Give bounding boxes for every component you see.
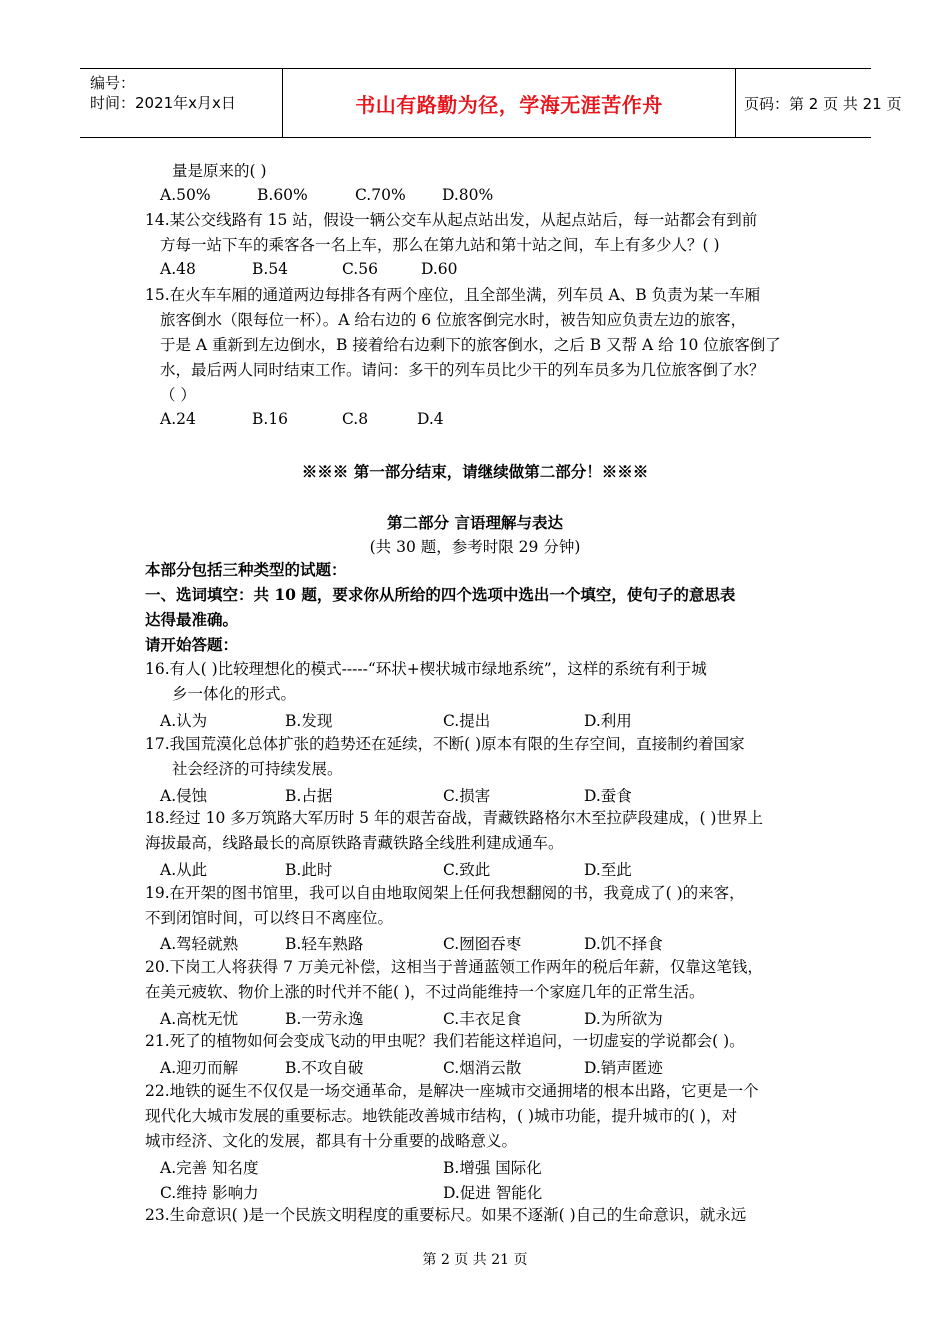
option: B.不攻自破 <box>285 1059 364 1077</box>
question-15-line-3: 于是 A 重新到左边倒水，B 接着给右边剩下的旅客倒水，之后 B 又帮 A 给 10 位旅客倒了 <box>160 336 781 354</box>
option: D.80% <box>442 186 494 204</box>
code-label: 编号： <box>90 74 136 92</box>
option: A.高枕无忧 <box>160 1010 239 1028</box>
option: C.维持 影响力 <box>160 1184 259 1202</box>
option: A.驾轻就熟 <box>160 935 239 953</box>
question-22-line-3: 城市经济、文化的发展，都具有十分重要的战略意义。 <box>145 1132 518 1150</box>
option: B.一劳永逸 <box>285 1010 364 1028</box>
question-20-line-1: 20.下岗工人将获得 7 万美元补偿，这相当于普通蓝领工作两年的税后年薪，仅靠这笔钱， <box>145 958 763 976</box>
question-16-line-1: 16.有人( )比较理想化的模式-----“环状+楔状城市绿地系统”，这样的系统有利于城 <box>145 660 707 678</box>
part-one-end-notice: ※※※ 第一部分结束，请继续做第二部分！※※※ <box>301 462 649 481</box>
option: A.24 <box>160 410 196 428</box>
question-17-line-1: 17.我国荒漠化总体扩张的趋势还在延续，不断( )原本有限的生存空间，直接制约着国家 <box>145 735 745 753</box>
question-14-line-2: 方每一站下车的乘客各一名上车，那么在第九站和第十站之间，车上有多少人？( ) <box>160 236 720 254</box>
question-15-line-4: 水，最后两人同时结束工作。请问：多干的列车员比少干的列车员多为几位旅客倒了水？ <box>160 361 765 379</box>
option: B.此时 <box>285 861 333 879</box>
option: C.56 <box>342 260 378 278</box>
question-23-line-1: 23.生命意识( )是一个民族文明程度的重要标尺。如果不逐渐( )自己的生命意识，就永远 <box>145 1206 747 1224</box>
page-info: 页码：第 2 页 共 21 页 <box>744 94 902 113</box>
option: A.48 <box>160 260 196 278</box>
option: A.侵蚀 <box>160 787 208 805</box>
header-page-cell <box>736 69 902 137</box>
intro-line-3: 达得最准确。 <box>145 610 239 629</box>
option: C.损害 <box>443 787 491 805</box>
header-motto-cell <box>283 69 736 137</box>
question-17-line-2: 社会经济的可持续发展。 <box>172 760 343 778</box>
option: B.16 <box>252 410 289 428</box>
intro-line-4: 请开始答题： <box>145 635 239 654</box>
question-18-line-2: 海拔最高，线路最长的高原铁路青藏铁路全线胜利建成通车。 <box>145 834 564 852</box>
time-label: 时间：2021年x月x日 <box>90 94 236 112</box>
option: A.50% <box>160 186 211 204</box>
option: B.占据 <box>285 787 333 805</box>
option: D.60 <box>421 260 458 278</box>
question-15-line-1: 15.在火车车厢的通道两边每排各有两个座位，且全部坐满，列车员 A、B 负责为某一车厢 <box>145 286 761 304</box>
option: B.发现 <box>285 712 333 730</box>
option: D.蚕食 <box>584 787 632 805</box>
page-footer: 第 2 页 共 21 页 <box>422 1252 528 1268</box>
option: C.提出 <box>443 712 491 730</box>
option: B.轻车熟路 <box>285 935 364 953</box>
question-14-line-1: 14.某公交线路有 15 站，假设一辆公交车从起点站出发，从起点站后，每一站都会有到前 <box>145 211 758 229</box>
option: C.8 <box>342 410 369 428</box>
option: D.饥不择食 <box>584 935 663 953</box>
question-21-line-1: 21.死了的植物如何会变成飞动的甲虫呢？我们若能这样追问，一切虚妄的学说都会( )。 <box>145 1032 745 1050</box>
question-22-line-1: 22.地铁的诞生不仅仅是一场交通革命，是解决一座城市交通拥堵的根本出路，它更是一个 <box>145 1082 759 1100</box>
option: D.促进 智能化 <box>443 1184 543 1202</box>
part-two-subtitle: (共 30 题，参考时限 29 分钟) <box>369 538 581 556</box>
option: B.增强 国际化 <box>443 1159 542 1177</box>
option: C.70% <box>355 186 406 204</box>
intro-line-2: 一、选词填空：共 10 题，要求你从所给的四个选项中选出一个填空，使句子的意思表 <box>145 585 736 604</box>
question-19-line-2: 不到闭馆时间，可以终日不离座位。 <box>145 909 394 927</box>
question-15-line-5: （ ） <box>160 386 196 404</box>
option: C.烟消云散 <box>443 1059 522 1077</box>
option: D.销声匿迹 <box>584 1059 663 1077</box>
question-18-line-1: 18.经过 10 多万筑路大军历时 5 年的艰苦奋战，青藏铁路格尔木至拉萨段建成，( )世界上 <box>145 809 763 827</box>
option: D.至此 <box>584 861 632 879</box>
page-header <box>80 68 902 138</box>
question-20-line-2: 在美元疲软、物价上涨的时代并不能( )，不过尚能维持一个家庭几年的正常生活。 <box>145 983 705 1001</box>
option: C.丰衣足食 <box>443 1010 522 1028</box>
option: D.4 <box>417 410 444 428</box>
motto: 书山有路勤为径，学海无涯苦作舟 <box>355 92 663 117</box>
option: C.致此 <box>443 861 491 879</box>
option: D.为所欲为 <box>584 1010 663 1028</box>
part-two-title: 第二部分 言语理解与表达 <box>387 513 563 532</box>
q13-line: 量是原来的( ) <box>172 162 267 180</box>
option: A.从此 <box>160 861 208 879</box>
option: B.60% <box>257 186 308 204</box>
option: A.认为 <box>160 712 208 730</box>
question-22-line-2: 现代化大城市发展的重要标志。地铁能改善城市结构，( )城市功能，提升城市的( )，对 <box>145 1107 738 1125</box>
option: A.完善 知名度 <box>160 1159 259 1177</box>
option: A.迎刃而解 <box>160 1059 239 1077</box>
option: C.囫囵吞枣 <box>443 935 522 953</box>
option: B.54 <box>252 260 289 278</box>
header-info-cell <box>80 69 283 137</box>
question-19-line-1: 19.在开架的图书馆里，我可以自由地取阅架上任何我想翻阅的书，我竟成了( )的来客， <box>145 884 745 902</box>
question-15-line-2: 旅客倒水（限每位一杯）。A 给右边的 6 位旅客倒完水时，被告知应负责左边的旅客， <box>160 311 747 329</box>
option: D.利用 <box>584 712 632 730</box>
intro-line-1: 本部分包括三种类型的试题： <box>145 560 347 579</box>
question-16-line-2: 乡一体化的形式。 <box>172 685 297 703</box>
